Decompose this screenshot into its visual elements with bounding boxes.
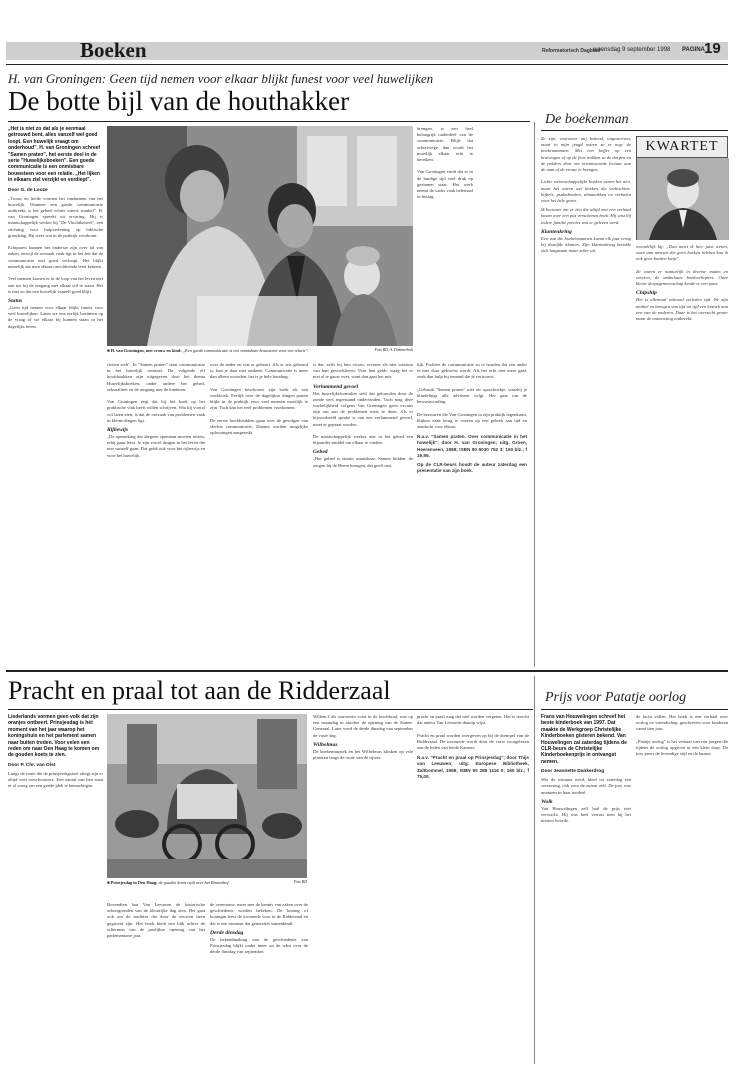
article1-col3: [210, 362, 308, 664]
article2-body: Willem I als souverein vorst in de hoofdstad, was op een maandag in oktober de opening van de Staten-Generaal. Later werd de derde dinsdag van september de vaste dag.: [313, 714, 415, 738]
article3-body: Wie de winnaar werd, bleef tot zaterdag een verrassing, ook voor de auteur zelf. De jury was unaniem in haar oordeel.: [541, 777, 633, 795]
article1-rule: [8, 121, 530, 122]
article2-col3: [210, 902, 308, 1064]
sidebar1-body: Ze zijn, voorzover mij bekend, uitgestorven, maar in mijn jeugd waren ze er nog: de boekenmannen. Met een koffer op een kruiwagen of op de fiets trokken ze de dorpen en de polders door om verantwoorde lectuur aan de man of de vrouw te brengen. Lichte wetenschappelijke boeken waren het niet, maar het waren wel boeken die verkochten: bijbels, psalmboeken, almanakken en verhalen voor het hele gezin.: [541, 136, 631, 204]
article1-col4: [313, 362, 413, 664]
subhead-wolk: Wolk: [541, 798, 553, 805]
article2-body: Bovendien laat Van Leeuwen de historische achtergronden van de kleurrijke dag zien. Het gaat ook om de tradities die door de eeuwen heen gegroeid zijn. Het boek biedt een blik achter de schermen van de jaarlijkse opening van het parlementaire jaar.: [107, 902, 207, 939]
article1-body: „Het gebed is daarin onmisbaar. Samen bidden, de zorgen bij de Heere brengen, dat geeft rust.: [313, 456, 415, 468]
newspaper-name: Reformatorisch Dagblad: [542, 48, 601, 54]
sidebar1-body: woordelijk bij: „Dan moet ik hier juist wezen, want aan mensen die geen boeken hebben kan ik ook geen boeken kwijt". Ze waren er natuurlijk in diverse maten en soorten, de ambulante boekverkopers. Onze kleine dorpsgemeenschap kende er een paar.: [636, 244, 728, 287]
column-divider: [534, 676, 535, 1064]
article2-rule: [8, 709, 533, 710]
sidebar1-body: Het is allemaal voltooid verleden tijd. We zijn mobiel en brengen van tijd tot tijd een bezoek aan een van de onderen. Daar is het overzicht groter maar de ontmoeting ontbreekt.: [636, 297, 730, 322]
section-title: Boeken: [80, 38, 147, 62]
column-divider: [534, 122, 535, 667]
article3-body: Van Houwelingen zelf had de prijs niet verwacht. Hij was heel verrast toen hij het nieuws hoorde.: [541, 805, 633, 824]
book-info-note: Op de CLR-beurs houdt de auteur zaterdag een presentatie van zijn boek.: [417, 462, 529, 474]
article2-col2: [107, 902, 205, 1064]
article3-headline: Prijs voor Patatje oorlog: [545, 690, 687, 705]
section-rule: [6, 670, 728, 672]
article1-body: „Geen tijd nemen voor elkaar blijkt funest voor veel huwelijken. Laten we ons eerlijk bezinnen op de vraag of we elkaar bij kunnen staan in het dagelijks leven.: [8, 304, 105, 329]
article3-body: de lucht vallen. Het boek is een verhaal over oorlog en vriendschap, geschreven voor kinderen vanaf tien jaar. „Patatje oorlog" is het verhaal van een jongen die tijdens de oorlog opgroeit in een klein dorp. De jury prees de levendige stijl en de humor.: [636, 714, 728, 757]
article1-headline: De botte bijl van de houthakker: [8, 86, 350, 116]
sidebar1-col2: [636, 244, 728, 664]
article2-col5: [417, 714, 529, 1064]
article1-col6: [417, 362, 527, 664]
photo-credit: Foto RD: [293, 880, 307, 884]
page-label: PAGINA: [682, 47, 705, 53]
article1-body: Het huwelijksformulier stelt dat gehuwden door de zonde veel tegenstand ondervinden. Toch mag deze werkelijkheid volgens Van Groningen geen excuus zijn om aan de problemen niets te doen. Als er bijvoorbeeld sprake is van een verlammend gevoel, moet er gepraat worden. De maatschappelijk werker ziet in het gebed een bijzonder middel om elkaar te vinden.: [313, 390, 413, 446]
article2-body: Langs de route die de prinsjesdagstoet afiegt zijn er altijd veel toeschouwers. Een aantal van hen staat er al vroeg om een goede plek te bemachtigen.: [8, 770, 105, 789]
article3-lead: Frans van Houwelingen schreef het beste kinderboek van 1997. Dat maakte de Werkgroep Christelijke Kinderboeken gisteren bekend. Van Houwelingen zal zaterdag tijdens de CLR-beurs de Christelijke Kinderboekenprijs in ontvangst nemen.: [541, 714, 627, 765]
article2-byline: Door P. Chr. van Olst: [8, 762, 56, 768]
article2-book-info: N.a.v. "Pracht en praal op Prinsjesdag"; door Thijs van Leeuwen; uitg. Europese Bibliotheek, Zaltbommel, 1998; ISBN 90 288 1116 0; 160 blz.; f 75,00.: [417, 755, 531, 779]
article3-rule: [541, 709, 728, 710]
article2-body: pracht en praal mag dat niet worden vergeten. Het is terecht dat auteur Van Leeuwen daarop wijst. Pracht en praal worden overgeven op bij de drempel van de Ridderzaal. De troonrede wordt door de vorst voorgelezen aan de leden van beide Kamers.: [417, 714, 529, 751]
article2-body: de ceremonie, moet met de kennis van zaken over de geschiedenis worden bekeken. De koning of koningin leest de troonrede voor in de Ridderzaal en dat is een moment dat generaties samenbindt.: [210, 902, 310, 926]
kwartet-logo: [636, 136, 728, 240]
article2-photo-caption: ■ Prinsjesdag in Den Haag: de gouden koets rijdt over het Binnenhof. Foto RD: [107, 880, 307, 885]
article1-kicker: H. van Groningen: Geen tijd nemen voor elkaar blijkt funest voor veel huwelijken: [8, 71, 434, 86]
sidebar1-body: Ik herinner me er één die altijd met een verhaal kwam over een pas verschenen boek. Hij wist bij iedere familie precies wat er gelezen werd.: [541, 207, 633, 225]
subhead-gebed: Gebed: [313, 449, 328, 456]
article1-col5: [417, 126, 473, 346]
subhead-status: Status: [8, 297, 23, 304]
page-number: 19: [704, 40, 721, 57]
article1-photo-caption: ■ H. van Groningen, met vrouw en kind: „Een goede communicatie is een onmisbare bouwsteen voor een relatie". Foto RD, A. Dommerholt: [107, 348, 413, 353]
sidebar1-col1: [541, 136, 631, 664]
kwartet-label: KWARTET: [637, 137, 727, 158]
page-header: [0, 0, 738, 66]
header-rule: [6, 64, 728, 65]
article1-byline: Door G. de Looze: [8, 187, 48, 193]
subhead-derde-dinsdag: Derde dinsdag: [210, 929, 244, 936]
article2-col4: [313, 714, 413, 1064]
article2-body: De bekendmaking van de geschiedenis van Prinsjesdag blijkt onder meer uit de tekst over de derde dinsdag van september.: [210, 936, 310, 955]
article1-lead: „Het is niet zo dat als je eenmaal getrouwd bent, alles vanzelf wel goed loopt. Een huwelijk vraagt om onderhoud". H. van Groningen schreef "Samen praten", het eerste deel in de serie "Huwelijksboeken". Een goede communicatie is een onmisbare bouwsteen voor een relatie. „Het lijken in elkaars ziel verzijkt en verdiept".: [8, 126, 101, 184]
subhead-verlammend: Verlammend gevoel: [313, 383, 359, 390]
article2-photo: [107, 714, 307, 878]
carriage-photo: [107, 714, 307, 878]
sidebar1-body: Een van die boekenmannen kwam elk jaar terug bij dezelfde klanten. Zijn klantenkring breidde zich langzaam maar zeker uit.: [541, 235, 633, 254]
issue-date: woensdag 9 september 1998: [593, 47, 671, 53]
article1-body: rlotten stelt". In "Samen praten" staat communicatie in het huwelijk centraal. De volgende elf hoofdstukken zijn uitgegeven door het thema Huwelijksboeken, onder andere het gebed, seksualiteit en de omgang met de kinderen. Van Groningen zegt dat hij het boek op het praktische vlak heeft willen schrijven. Wat hij vooral wil laten zien, is dat de oorzaak van problemen vaak in kleine dingen ligt.: [107, 362, 205, 423]
article1-col2: [107, 362, 205, 664]
columnist-portrait: [637, 158, 729, 240]
article1-body: over de ander en wat er gebeurt. Als er iets gebeurd is, kun je daar niet omheen. Communicatie is meer dan alleen woorden: het is je hele houding. Van Groningen beschouwt zijn boek als een werkboek. Eerlijk over de dagelijkse dingen praten blijkt in de praktijk voor veel mensen moeilijk te zijn. Toch kan het veel problemen voorkomen. De eerste hoofdstukken gaan over de gevolgen van slechte communicatie. Daarna worden mogelijke oplossingen aangereikt.: [210, 362, 308, 436]
article1-photo: [107, 126, 413, 346]
article2-body: De boekenmuziek en het Wilhelmus klinken op vele plaatsen langs de route van de rijtoer.: [313, 748, 415, 761]
subhead-chipship: Chipship: [636, 290, 657, 297]
article3-col1: [541, 714, 631, 1064]
family-photo: [107, 126, 413, 346]
caption-marker: ■: [107, 348, 111, 353]
article1-col1: [8, 126, 103, 666]
book-info: N.a.v. "Samen praten. Over communicatie in het huwelijk"; door H. van Groningen; uitg. Groen, Heerenveen, 1998; ISBN 90 5030 752 3; 150 blz.; f 19,95.: [417, 434, 529, 458]
article2-col1: [8, 714, 103, 1064]
article1-body: „De opmerking dat diegene spontaan moeten reizen, erbij gaan leest. Je zijn zowel dingen in het leven die niet vanzelf gaan. Dat geldt ook voor het rijbewijs en voor het huwelijk.: [107, 434, 207, 458]
photo-credit: Foto RD, A. Dommerholt: [374, 348, 413, 352]
sidebar1-rule: [541, 130, 728, 131]
sidebar1-title: De boekenman: [545, 112, 629, 127]
article2-lead: Liederlands vormen geen volk dat zijn oranjes ontbeert. Prinsjesdag is hét moment van het jaar waarop het koningshuis en het parlement samen naar buiten treden. Voor velen een reden om naar Den Haag te komen om de gouden koets te zien.: [8, 714, 100, 759]
article1-body: „Trouw en liefde vormen het fundament van het huwelijk. Wanneer een goede communicatie ontbreekt, is het geheel echter uiterst wankel". H. van Groningen spreekt uit ervaring. Hij is maatschappelijk werker bij "De Vluchtheuvel", een stichting voor hulpverlening op biblische grondslag. Hij weet wat in de praktijk voorkomt. Echtparen kunnen het onderste zijn over tal van zaken, terwijl de oorzaak vaak ligt in het feit dat de communicatie niet goed verloopt. Het blijkt namelijk dat men elkaar onvoldoende leert kennen. Veel mensen komen er in de loop van het leven niet aan toe bij de omgang met elkaar stil te staan. Het is niet zo dat een huwelijk vanzelf goed blijft.: [8, 195, 103, 294]
article1-body: is dat, zelfs bij hun vrouw, ervaren als niet waarom van hun gevoelsleven. Voor hen geldt: waag het er niet al te gauw over, want dan gaat het mis.: [313, 362, 415, 380]
article3-col2: [636, 714, 728, 1064]
article1-body: lijk. Probeer de communicatie zo te houden dat een ander er niet door gekwetst wordt. Als het echt niet meer gaat, zoek dan hulp bij iemand die je vertrouwt. „Gebruik "Samen praten" niet als spoorboekje, waarbij je blindelings alle adviezen volgt. Het gaat om de bewustwording. De bezwaren die Van Groningen in zijn praktijk tegenkomt, blijken vaak terug te voeren op een gebrek aan tijd en aandacht voor elkaar.: [417, 362, 527, 430]
article3-byline: Door Jeannette Dankerdrog: [541, 769, 605, 775]
subhead-klantenkring: Klantenkring: [541, 228, 572, 235]
caption-marker: ■: [107, 880, 111, 885]
article2-headline: Pracht en praal tot aan de Ridderzaal: [8, 676, 391, 705]
subhead-wilhelmus: Wilhelmus: [313, 741, 338, 748]
subhead-rijbewijs: Rijbewijs: [107, 427, 129, 434]
article1-body: brengen, is een heel belangrijk onderdeel van de communicatie. Blijft dat achterwege, dan wordt het moeilijk elkaar echt te bereiken. Van Groningen vindt dat er in de huidige tijd veel druk op gezinnen staat. Het werk neemt de vader vaak helemaal in beslag.: [417, 126, 473, 200]
